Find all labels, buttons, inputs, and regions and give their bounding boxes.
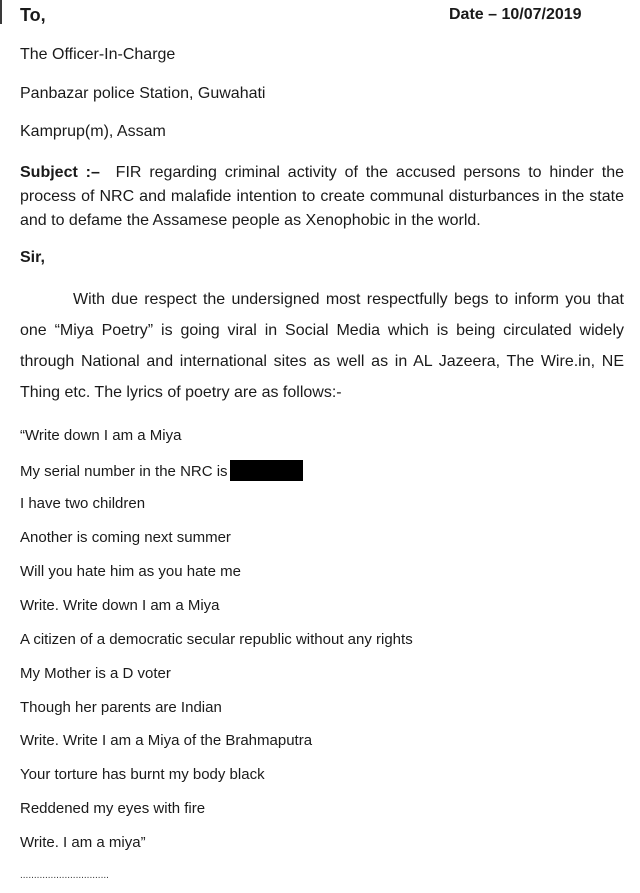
poem-line-text: My serial number in the NRC is [20,463,228,480]
poem-line: Write. I am a miya” [20,834,146,851]
salutation: Sir, [20,249,45,266]
address-line-station: Panbazar police Station, Guwahati [20,85,266,102]
subject-text: FIR regarding criminal activity of the accused persons to hinder the process of NRC and malafide intention to create communal disturbances in the state and to defame the Assamese people as Xenophobic in the world. [20,164,625,229]
redaction-block [230,460,303,481]
poem-line: I have two children [20,495,146,512]
poem-line: A citizen of a democratic secular republic without any rights [20,631,413,648]
poem-line: My Mother is a D voter [20,665,171,682]
poem-line: Write. Write I am a Miya of the Brahmaputra [20,732,313,749]
poem-line: Reddened my eyes with fire [20,800,206,817]
recipient-heading: To, [20,5,46,25]
poem-line: Will you hate him as you hate me [20,563,241,580]
poem-line: Though her parents are Indian [20,699,222,716]
poem-line: Another is coming next summer [20,529,231,546]
address-line-district: Kamprup(m), Assam [20,123,166,140]
letter-date: Date – 10/07/2019 [449,6,582,23]
poem-line: “Write down I am a Miya [20,427,182,444]
poem-line: Your torture has burnt my body black [20,766,265,783]
body-paragraph: With due respect the undersigned most respectfully begs to inform you that one “Miya Poetry” is going viral in Social Media which is being circulated widely through National and international sites as well as in AL Jazeera, The Wire.in, NE Thing etc. The lyrics of poetry are as follows:- [20,291,624,401]
subject-label: Subject :– [20,164,100,181]
continuation-dots: ................................ [20,870,109,881]
margin-rule [0,0,2,24]
poem-line [20,460,303,481]
poem-line: Write. Write down I am a Miya [20,597,220,614]
subject-paragraph [20,161,624,233]
address-line-officer: The Officer-In-Charge [20,46,176,63]
